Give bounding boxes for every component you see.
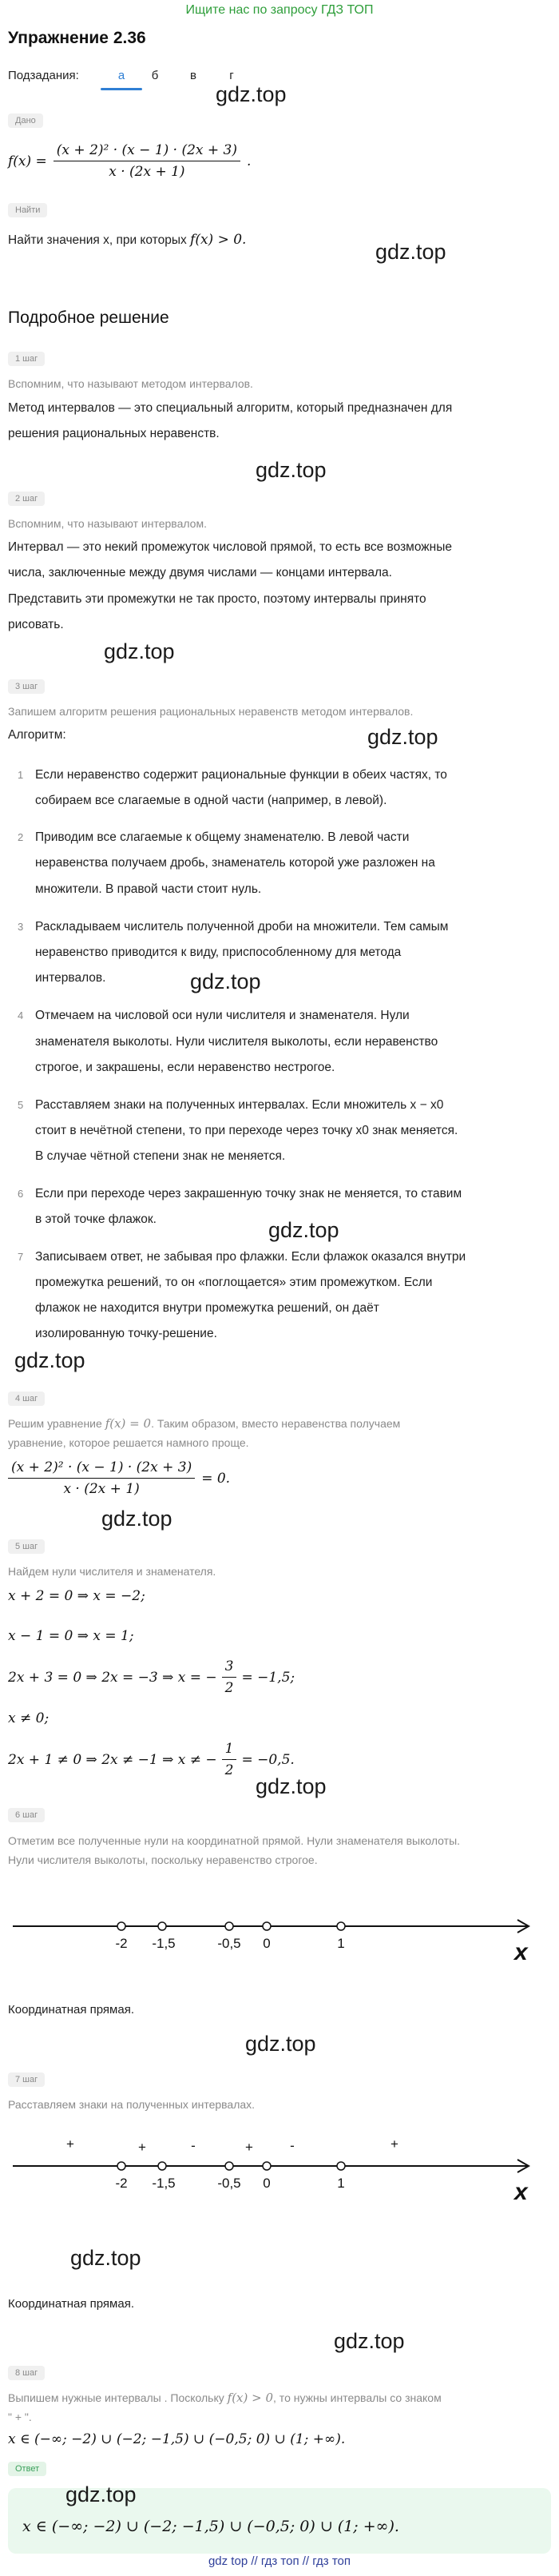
subtask-tab-g[interactable]: г	[229, 69, 234, 82]
step6-chip: 6 шаг	[8, 1808, 45, 1822]
given-numerator: (x + 2)² · (x − 1) · (2x + 3)	[54, 142, 240, 161]
watermark: gdz.top	[216, 82, 287, 106]
step8-result: x ∈ (−∞; −2) ∪ (−2; −1,5) ∪ (−0,5; 0) ∪ (1; +∞).	[8, 2431, 346, 2447]
algo-item-3-line-3: интервалов.	[35, 971, 106, 985]
watermark: gdz.top	[70, 2246, 141, 2270]
algo-item-number-5: 5	[18, 1099, 24, 1111]
step1-chip: 1 шаг	[8, 352, 45, 366]
watermark: gdz.top	[268, 1218, 339, 1242]
subtask-tab-b[interactable]: б	[151, 69, 159, 82]
algo-item-number-3: 3	[18, 921, 24, 933]
axis-label: x	[514, 1939, 528, 1965]
watermark: gdz.top	[14, 1348, 85, 1372]
watermark: gdz.top	[334, 2329, 405, 2353]
given-fraction	[54, 142, 240, 180]
point-m2	[115, 1922, 127, 1951]
step7-caption: Координатная прямая.	[8, 2297, 134, 2311]
step5-eq-2: x − 1 = 0 ⇒ x = 1;	[8, 1628, 134, 1644]
algo-item-2-line-3: множители. В правой части стоит нуль.	[35, 882, 262, 896]
point-1	[337, 2162, 345, 2191]
algo-item-4-line-3: строгое, и закрашены, если неравенство нестрогое.	[35, 1061, 335, 1074]
step4-fraction	[8, 1459, 195, 1497]
given-tail: .	[247, 153, 252, 169]
watermark: gdz.top	[367, 725, 438, 749]
algo-item-number-2: 2	[18, 831, 24, 843]
step5-eq-5	[8, 1741, 295, 1778]
step4-hint-expr: f(x) = 0	[105, 1416, 152, 1431]
step2-line-1: Интервал — это некий промежуток числовой прямой, то есть все возможные	[8, 540, 452, 554]
point-m2	[115, 2162, 127, 2191]
step5-eq-3-fraction	[222, 1658, 237, 1696]
algo-item-7-line-2: промежутка решений, то он «поглощается» этим промежутком. Если	[35, 1276, 433, 1289]
algo-item-number-7: 7	[18, 1251, 24, 1263]
step4-hint	[8, 1413, 400, 1434]
algo-item-5-line-3: В случае чётной степени знак не меняется.	[35, 1149, 286, 1163]
step8-hint	[8, 2387, 442, 2408]
step8-chip: 8 шаг	[8, 2366, 45, 2380]
step5-eq-4: x ≠ 0;	[8, 1710, 50, 1726]
point-1	[337, 1922, 345, 1951]
interval-sign: +	[391, 2136, 398, 2152]
step4-denominator: x · (2x + 1)	[63, 1481, 140, 1497]
interval-sign: +	[245, 2140, 253, 2155]
step5-eq-3	[8, 1658, 295, 1696]
axis-label: x	[514, 2179, 528, 2205]
algo-item-6-line-1: Если при переходе через закрашенную точку знак не меняется, то ставим	[35, 1187, 462, 1200]
subtask-tab-v[interactable]: в	[190, 69, 196, 82]
algo-item-3-line-2: неравенство приводится к виду, приспособленному для метода	[35, 946, 402, 959]
tick-label: 1	[337, 2176, 345, 2191]
step1-hint: Вспомним, что называют методом интервалов.	[8, 377, 253, 390]
step2-line-2: числа, заключенные между двумя числами — концами интервала.	[8, 566, 392, 579]
algo-item-2-line-1: Приводим все слагаемые к общему знаменателю. В левой части	[35, 830, 410, 844]
algo-item-6-line-2: в этой точке флажок.	[35, 1212, 157, 1226]
step2-hint: Вспомним, что называют интервалом.	[8, 517, 207, 530]
step5-eq-5-fraction	[222, 1741, 237, 1778]
watermark: gdz.top	[256, 458, 327, 482]
step6-line-1: Отметим все полученные нули на координатной прямой. Нули знаменателя выколоты.	[8, 1834, 461, 1847]
tick-label: -0,5	[217, 2176, 241, 2191]
find-chip: Найти	[8, 203, 47, 217]
algo-item-4-line-2: знаменателя выколоты. Нули числителя выколоты, если неравенство	[35, 1035, 438, 1049]
subtask-tab-a[interactable]: а	[117, 69, 125, 82]
number-line-1	[0, 1886, 559, 1974]
answer-text: x ∈ (−∞; −2) ∪ (−2; −1,5) ∪ (−0,5; 0) ∪ (1; +∞).	[22, 2518, 399, 2535]
step2-line-3: Представить эти промежутки не так просто, поэтому интервалы принято	[8, 592, 426, 606]
given-formula	[8, 142, 251, 180]
step5-eq-1: x + 2 = 0 ⇒ x = −2;	[8, 1588, 145, 1604]
given-denominator: x · (2x + 1)	[109, 164, 185, 180]
step8-hint-pre: Выпишем нужные интервалы . Поскольку	[8, 2391, 224, 2404]
step4-rhs: = 0.	[201, 1470, 231, 1487]
step1-line-1: Метод интервалов — это специальный алгоритм, который предназначен для	[8, 401, 453, 415]
algo-item-number-6: 6	[18, 1188, 24, 1200]
step5-chip: 5 шаг	[8, 1539, 45, 1554]
tick-label: -0,5	[217, 1936, 241, 1951]
step4-hint-post: . Таким образом, вместо неравенства получаем	[151, 1417, 401, 1430]
step6-line-2: Нули числителя выколоты, поскольку неравенство строгое.	[8, 1853, 318, 1866]
algo-item-4-line-1: Отмечаем на числовой оси нули числителя и знаменателя. Нули	[35, 1009, 410, 1022]
point-0	[263, 2162, 271, 2191]
active-tab-indicator	[101, 88, 142, 90]
step5-eq-5-num: 1	[222, 1741, 237, 1760]
find-text	[8, 228, 246, 253]
algo-item-1-line-2: собираем все слагаемые в одной части (например, в левой).	[35, 794, 387, 807]
step4-chip: 4 шаг	[8, 1392, 45, 1406]
watermark: gdz.top	[245, 2032, 316, 2056]
tick-label: -1,5	[152, 1936, 176, 1951]
tick-label: -2	[115, 2176, 128, 2191]
page-title: Упражнение 2.36	[8, 29, 146, 47]
find-expr: f(x) > 0.	[190, 232, 247, 248]
interval-sign: -	[191, 2138, 196, 2153]
algo-item-5-line-2: стоит в нечётной степени, то при переходе через точку x0 знак меняется.	[35, 1124, 458, 1137]
number-line-2	[0, 2126, 559, 2214]
step8-hint-2: " + ".	[8, 2411, 32, 2423]
step5-eq-5-den: 2	[224, 1762, 234, 1778]
step4-hint-2: уравнение, которое решается намного проще.	[8, 1436, 249, 1449]
solution-title: Подробное решение	[8, 309, 169, 327]
step4-equation	[8, 1459, 230, 1497]
watermark: gdz.top	[375, 240, 446, 264]
interval-sign: +	[66, 2136, 74, 2152]
step3-chip: 3 шаг	[8, 679, 45, 694]
step6-caption: Координатная прямая.	[8, 2003, 134, 2017]
step2-line-4: рисовать.	[8, 618, 64, 631]
step5-eq-3-post: = −1,5;	[241, 1669, 295, 1686]
find-text-pre: Найти значения x, при которых	[8, 233, 187, 247]
step4-hint-pre: Решим уравнение	[8, 1417, 102, 1430]
algo-item-3-line-1: Раскладываем числитель полученной дроби на множители. Тем самым	[35, 920, 449, 934]
algo-item-2-line-2: неравенства получаем дробь, знаменатель которой уже разложен на	[35, 856, 435, 870]
algo-item-1-line-1: Если неравенство содержит рациональные функции в обеих частях, то	[35, 768, 447, 782]
step2-chip: 2 шаг	[8, 492, 45, 506]
watermark: gdz.top	[65, 2482, 137, 2506]
algo-item-5-line-1: Расставляем знаки на полученных интервалах. Если множитель x − x0	[35, 1098, 444, 1112]
given-chip: Дано	[8, 113, 43, 128]
step1-line-2: решения рациональных неравенств.	[8, 427, 220, 440]
algo-item-number-4: 4	[18, 1009, 24, 1021]
step8-hint-expr: f(x) > 0	[227, 2391, 274, 2405]
algo-item-7-line-4: изолированную точку-решение.	[35, 1327, 217, 1340]
algo-item-number-1: 1	[18, 769, 24, 781]
step4-numerator: (x + 2)² · (x − 1) · (2x + 3)	[8, 1459, 195, 1479]
step5-eq-5-post: = −0,5.	[241, 1751, 295, 1768]
step3-algo-label: Алгоритм:	[8, 728, 66, 742]
step5-eq-3-num: 3	[222, 1658, 237, 1678]
watermark: gdz.top	[190, 969, 261, 993]
step3-hint: Запишем алгоритм решения рациональных неравенств методом интервалов.	[8, 705, 414, 718]
step7-chip: 7 шаг	[8, 2072, 45, 2087]
step8-hint-post: , то нужны интервалы со знаком	[273, 2391, 442, 2404]
point-0	[263, 1922, 271, 1951]
tick-label: -1,5	[152, 2176, 176, 2191]
interval-sign: +	[138, 2140, 146, 2155]
watermark: gdz.top	[104, 639, 175, 663]
watermark: gdz.top	[101, 1507, 172, 1531]
subtasks-label: Подзадания:	[8, 69, 79, 82]
step7-hint: Расставляем знаки на полученных интервалах.	[8, 2098, 256, 2111]
top-banner[interactable]: Ищите нас по запросу ГДЗ ТОП	[185, 3, 374, 17]
step5-eq-3-den: 2	[224, 1680, 234, 1696]
given-lhs: f(x) =	[8, 153, 47, 169]
algo-item-7-line-1: Записываем ответ, не забывая про флажки. Если флажок оказался внутри	[35, 1250, 466, 1264]
footer-links[interactable]: gdz top // гдз топ // гдз топ	[208, 2554, 351, 2568]
step5-eq-5-pre: 2x + 1 ≠ 0 ⇒ 2x ≠ −1 ⇒ x ≠ −	[8, 1751, 217, 1768]
tick-label: 0	[263, 2176, 271, 2191]
step5-hint: Найдем нули числителя и знаменателя.	[8, 1565, 216, 1578]
tick-label: 0	[263, 1936, 271, 1951]
tick-label: 1	[337, 1936, 345, 1951]
tick-label: -2	[115, 1936, 128, 1951]
interval-sign: -	[290, 2138, 295, 2153]
watermark: gdz.top	[256, 1774, 327, 1798]
step5-eq-3-pre: 2x + 3 = 0 ⇒ 2x = −3 ⇒ x = −	[8, 1669, 217, 1686]
algo-item-7-line-3: флажок не находится внутри промежутка решений, он даёт	[35, 1301, 379, 1315]
answer-chip: Ответ	[8, 2462, 46, 2476]
